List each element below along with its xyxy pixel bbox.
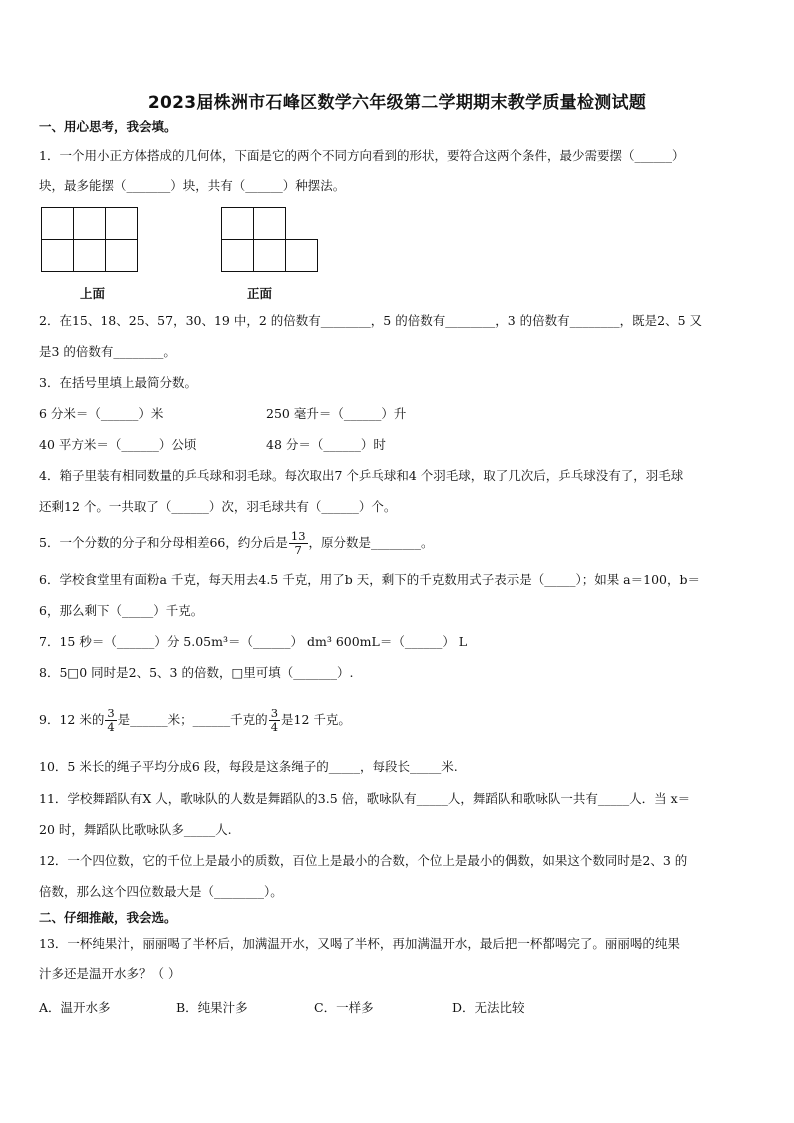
q9-fraction-2: $\frac{3}{4}$ (270, 706, 279, 734)
q1-line1: 1．一个用小正方体搭成的几何体，下面是它的两个不同方向看到的形状，要符合这两个条件，最少需要摆（______） (39, 148, 685, 163)
q13-line1: 13．一杯纯果汁，丽丽喝了半杯后，加满温开水，又喝了半杯，再加满温开水，最后把一杯都喝完了。丽丽喝的纯果 (39, 936, 680, 951)
q3-item-a: 6 分米＝（______）米 (39, 406, 164, 421)
q13-option-d: D．无法比较 (452, 1000, 525, 1015)
q6-line2: 6，那么剩下（_____）千克。 (39, 603, 204, 618)
q13-option-b: B．纯果汁多 (176, 1000, 248, 1015)
q5-after: ，原分数是________。 (308, 535, 434, 550)
q3-line1: 3．在括号里填上最简分数。 (39, 375, 197, 390)
page-title: 2023届株洲市石峰区数学六年级第二学期期末教学质量检测试题 (147, 93, 647, 113)
q11-line2: 20 时，舞蹈队比歌咏队多_____人. (39, 822, 232, 837)
q9-fraction-1: $\frac{3}{4}$ (107, 706, 115, 734)
q6-line1: 6．学校食堂里有面粉a 千克，每天用去4.5 千克，用了b 天，剩下的千克数用式子表示是（_____）；如果 a＝100，b＝ (39, 572, 700, 587)
q13-line2: 汁多还是温开水多？（ ） (39, 966, 181, 981)
q2-line2: 是3 的倍数有________。 (39, 344, 176, 359)
q4-line1: 4．箱子里装有相同数量的乒乓球和羽毛球。每次取出7 个乒乓球和4 个羽毛球，取了几次后，乒乓球没有了，羽毛球 (39, 468, 684, 483)
section-2-heading: 二、仔细推敲，我会选。 (39, 910, 177, 925)
q3-item-c: 40 平方米＝（______）公顷 (39, 437, 197, 452)
q11-line1: 11．学校舞蹈队有X 人，歌咏队的人数是舞蹈队的3.5 倍，歌咏队有_____人，舞蹈队和歌咏队一共有_____人．当 x＝ (39, 791, 691, 806)
front-view-label: 正面 (247, 286, 273, 301)
q1-line2: 块，最多能摆（_______）块，共有（______）种摆法。 (39, 178, 346, 193)
q5-fraction: $\frac{13}{7}$ (290, 529, 306, 557)
section-1-heading: 一、用心思考，我会填。 (39, 119, 177, 134)
q5-before: 5．一个分数的分子和分母相差66，约分后是 (39, 535, 288, 550)
q3-item-b: 250 毫升＝（______）升 (266, 406, 407, 421)
q7-line: 7．15 秒＝（______）分 5.05m³＝（______） dm³ 600mL＝（______） L (39, 634, 468, 649)
q12-line2: 倍数，那么这个四位数最大是（________）。 (39, 884, 283, 899)
q10-line: 10．5 米长的绳子平均分成6 段，每段是这条绳子的_____，每段长_____米. (39, 759, 458, 774)
q5-line (39, 524, 434, 562)
top-view-label: 上面 (80, 286, 106, 301)
q13-option-a: A．温开水多 (39, 1000, 111, 1015)
q4-line2: 还剩12 个。一共取了（______）次，羽毛球共有（______）个。 (39, 499, 397, 514)
q9-line: 9．12 米的 $\frac{3}{4}$ 是______米；______千克的 $\frac{3}{4}$ 是12 千克。 (39, 706, 351, 734)
q3-item-d: 48 分＝（______）时 (266, 437, 386, 452)
q13-option-c: C．一样多 (314, 1000, 374, 1015)
q8-line: 8．5□0 同时是2、5、3 的倍数，□里可填（_______）. (39, 665, 354, 680)
q12-line1: 12．一个四位数，它的千位上是最小的质数，百位上是最小的合数，个位上是最小的偶数，如果这个数同时是2、3 的 (39, 853, 688, 868)
q2-line1: 2．在15、18、25、57，30、19 中，2 的倍数有________，5 的倍数有________，3 的倍数有________，既是2、5 又 (39, 313, 703, 328)
